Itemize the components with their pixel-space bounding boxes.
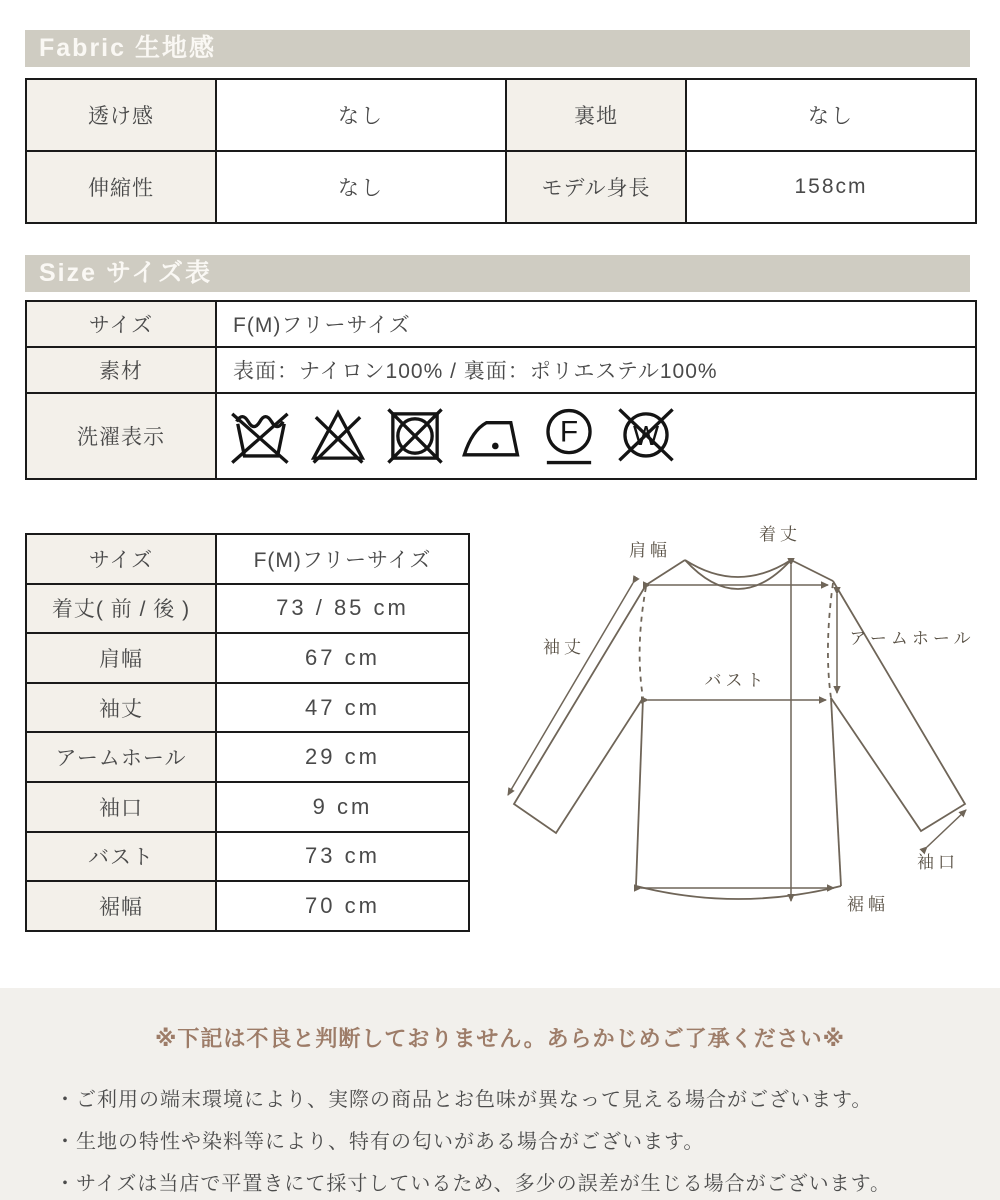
fabric-row-value: 158cm — [686, 151, 976, 223]
fabric-table — [25, 78, 977, 224]
measure-row-label: 着丈( 前 / 後 ) — [26, 584, 216, 634]
table-row — [26, 347, 976, 393]
sleeve-length-arrow — [508, 583, 633, 795]
table-row — [26, 732, 469, 782]
fabric-section-header: Fabric 生地感 — [25, 30, 970, 67]
fabric-row-label: 伸縮性 — [26, 151, 216, 223]
measure-row-value: 73 cm — [216, 832, 469, 882]
fabric-row-label: モデル身長 — [506, 151, 686, 223]
measure-header-value: F(M)フリーサイズ — [216, 534, 469, 584]
measure-row-value: 73 / 85 cm — [216, 584, 469, 634]
laundry-symbols — [218, 405, 974, 467]
measure-header-label: サイズ — [26, 534, 216, 584]
material-row-label: 素材 — [26, 347, 216, 393]
table-row — [26, 393, 976, 479]
measure-row-label: バスト — [26, 832, 216, 882]
size-material-table — [25, 300, 977, 480]
fabric-row-value: なし — [216, 79, 506, 151]
fabric-row-value: なし — [686, 79, 976, 151]
measure-row-value: 29 cm — [216, 732, 469, 782]
table-row — [26, 584, 469, 634]
note-item: ・生地の特性や染料等により、特有の匂いがある場合がございます。 — [55, 1131, 705, 1153]
measure-row-label: 裾幅 — [26, 881, 216, 931]
care-symbols-cell — [216, 393, 976, 479]
length-label: 着丈 — [759, 525, 801, 544]
measure-row-label: アームホール — [26, 732, 216, 782]
shoulder-label: 肩幅 — [629, 541, 671, 560]
do-not-wet-clean-icon — [615, 405, 677, 467]
garment-measure-diagram — [478, 498, 1000, 953]
notes-title: ※下記は不良と判断しておりません。あらかじめご了承ください※ — [154, 1026, 846, 1051]
iron-low-one-dot-icon — [461, 405, 523, 467]
table-row — [26, 633, 469, 683]
cuff-label: 袖口 — [917, 853, 959, 872]
table-row — [26, 881, 469, 931]
sleeve-length-label: 袖丈 — [543, 638, 585, 657]
do-not-tumble-dry-icon — [384, 405, 446, 467]
size-row-label: サイズ — [26, 301, 216, 347]
measure-row-value: 9 cm — [216, 782, 469, 832]
fabric-row-value: なし — [216, 151, 506, 223]
dry-clean-letter: F — [559, 415, 579, 449]
armhole-label: アームホール — [849, 629, 975, 648]
wet-clean-letter: W — [632, 419, 660, 451]
garment-outline — [514, 560, 965, 899]
do-not-wash-icon — [230, 405, 292, 467]
size-section-header: Size サイズ表 — [25, 255, 970, 292]
measure-row-label: 肩幅 — [26, 633, 216, 683]
notes-section — [0, 988, 1000, 1200]
table-row — [26, 683, 469, 733]
table-row — [26, 534, 469, 584]
table-row — [26, 782, 469, 832]
hem-label: 裾幅 — [847, 895, 889, 914]
measure-row-label: 袖丈 — [26, 683, 216, 733]
care-row-label: 洗濯表示 — [26, 393, 216, 479]
table-row — [26, 79, 976, 151]
do-not-bleach-icon — [307, 405, 369, 467]
measure-row-value: 67 cm — [216, 633, 469, 683]
bust-label: バスト — [704, 671, 768, 690]
fabric-row-label: 裏地 — [506, 79, 686, 151]
table-row — [26, 301, 976, 347]
note-item: ・サイズは当店で平置きにて採寸しているため、多少の誤差が生じる場合がございます。 — [55, 1173, 891, 1195]
dry-clean-petroleum-underline-icon — [538, 405, 600, 467]
diagram-labels — [543, 525, 975, 914]
note-item: ・ご利用の端末環境により、実際の商品とお色味が異なって見える場合がございます。 — [55, 1089, 873, 1111]
measurements-table — [25, 533, 470, 932]
fabric-row-label: 透け感 — [26, 79, 216, 151]
measure-arrows — [508, 565, 966, 901]
measure-row-value: 47 cm — [216, 683, 469, 733]
material-row-value: 表面：ナイロン100% / 裏面：ポリエステル100% — [216, 347, 976, 393]
table-row — [26, 151, 976, 223]
size-row-value: F(M)フリーサイズ — [216, 301, 976, 347]
measure-row-label: 袖口 — [26, 782, 216, 832]
measure-row-value: 70 cm — [216, 881, 469, 931]
table-row — [26, 832, 469, 882]
